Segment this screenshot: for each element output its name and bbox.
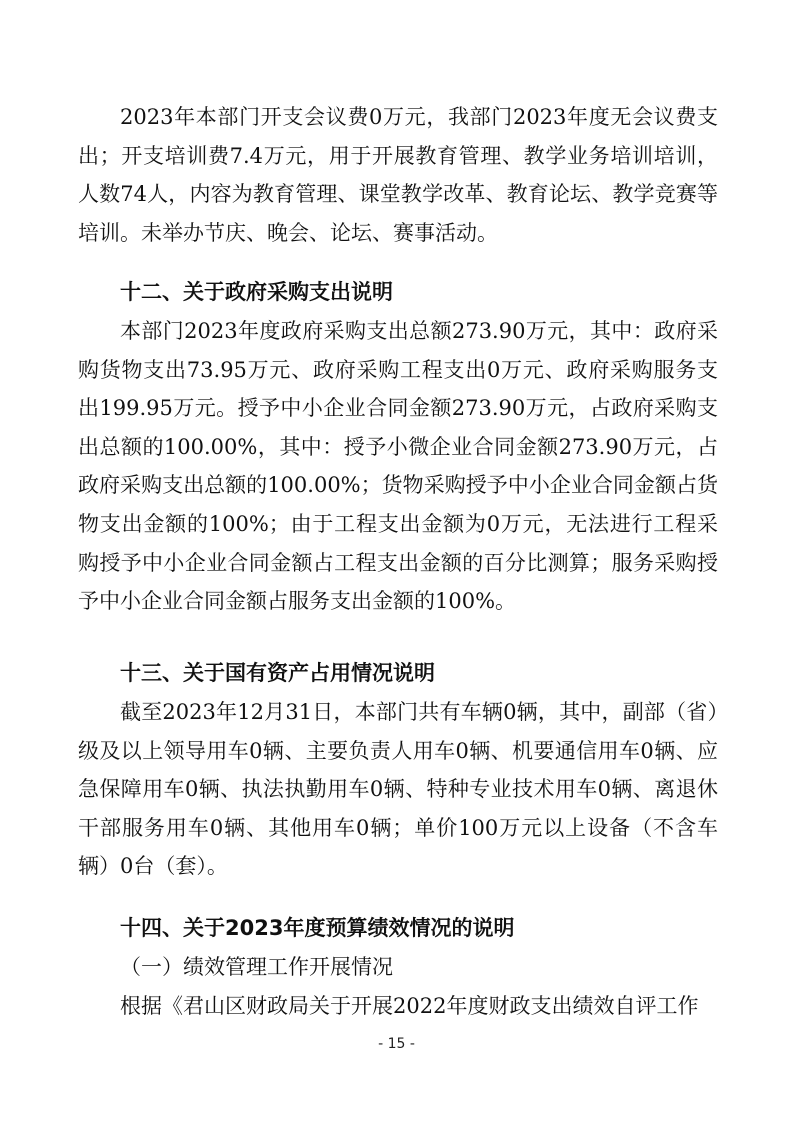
section-heading-procurement: 十二、关于政府采购支出说明 xyxy=(120,280,393,304)
paragraph-assets: 截至2023年12月31日，本部门共有车辆0辆，其中，副部（省）级及以上领导用车0辆、主要负责人用车0辆、机要通信用车0辆、应急保障用车0辆、执法执勤用车0辆、特种专业技术用车0辆、离退休干部服务用车0辆、其他用车0辆；单价100万元以上设备（不含车辆）0台（套）。 xyxy=(78,700,718,879)
paragraph-performance-start: 根据《君山区财政局关于开展2022年度财政支出绩效自评工作 xyxy=(120,994,699,1018)
paragraph-meeting-training: 2023年本部门开支会议费0万元，我部门2023年度无会议费支出；开支培训费7.4万元，用于开展教育管理、教学业务培训培训，人数74人，内容为教育管理、课堂教学改革、教育论坛、教学竞赛等培训。未举办节庆、晚会、论坛、赛事活动。 xyxy=(78,105,718,245)
paragraph-procurement: 本部门2023年度政府采购支出总额273.90万元，其中：政府采购货物支出73.95万元、政府采购工程支出0万元、政府采购服务支出199.95万元。授予中小企业合同金额273.90万元，占政府采购支出总额的100.00%，其中：授予小微企业合同金额273.90万元，占政府采购支出总额的100.00%；货物采购授予中小企业合同金额占货物支出金额的100%；由于工程支出金额为0万元，无法进行工程采购授予中小企业合同金额占工程支出金额的百分比测算；服务采购授予中小企业合同金额占服务支出金额的100%。 xyxy=(78,319,718,614)
page-number: - 15 - xyxy=(378,1036,415,1052)
section-heading-assets: 十三、关于国有资产占用情况说明 xyxy=(120,661,435,685)
subsection-heading-performance-management: （一）绩效管理工作开展情况 xyxy=(120,955,393,979)
section-heading-performance: 十四、关于2023年度预算绩效情况的说明 xyxy=(120,916,515,940)
